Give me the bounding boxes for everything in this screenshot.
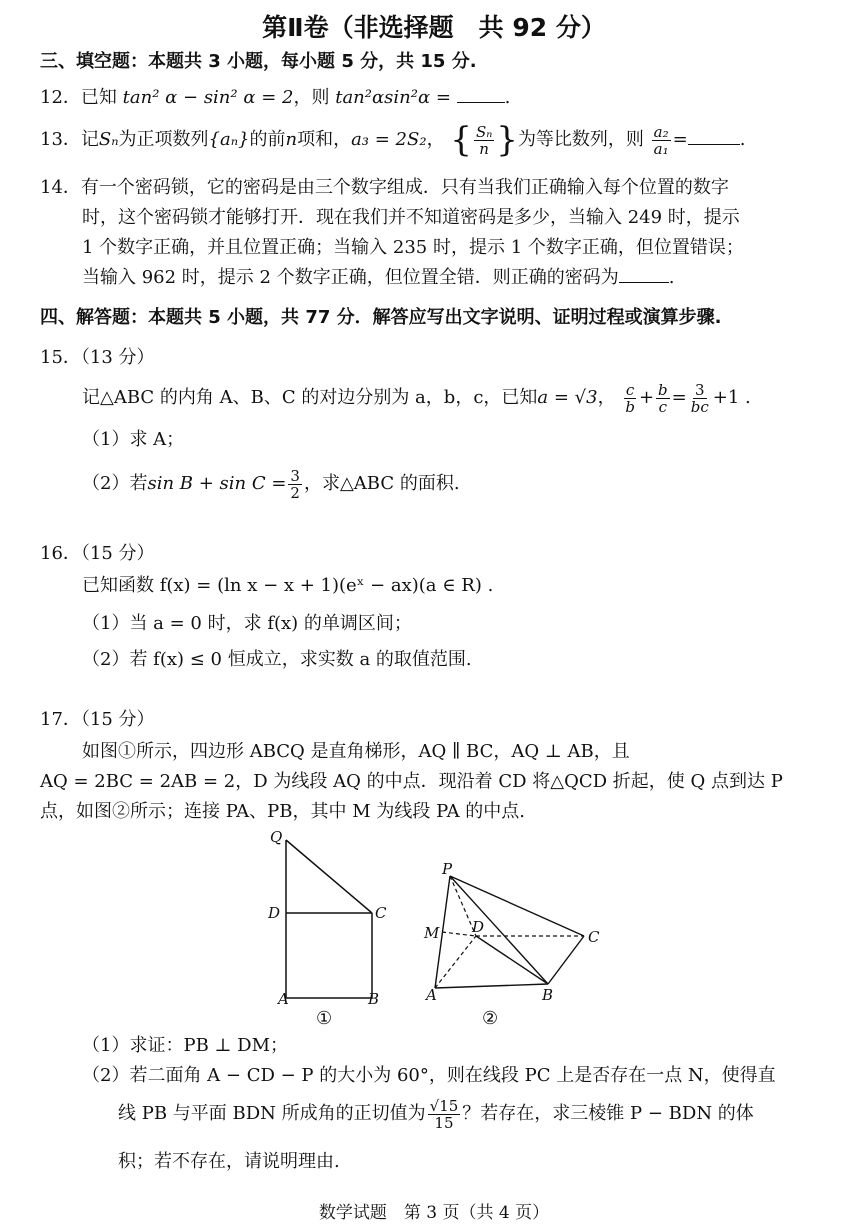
- page-title: 第Ⅱ卷（非选择题 共 92 分）: [262, 13, 606, 42]
- fig1-label-a: A: [278, 990, 289, 1008]
- fig1-label-d: D: [268, 904, 281, 922]
- figure-2-folded-solid: [420, 860, 610, 1010]
- q17-line3: 点，如图②所示；连接 PA、PB，其中 M 为线段 PA 的中点.: [40, 801, 526, 822]
- q15-part1: （1）求 A；: [82, 429, 185, 450]
- answer-blank: [457, 86, 505, 103]
- question-12: 12．已知 tan² α − sin² α = 2，则 tan²αsin²α = .: [40, 87, 511, 108]
- answer-blank: [619, 266, 669, 283]
- q17-part1: （1）求证：PB ⊥ DM；: [82, 1035, 289, 1056]
- section3-header: 三、填空题：本题共 3 小题，每小题 5 分，共 15 分.: [40, 51, 477, 72]
- fig2-label-m: M: [424, 924, 440, 942]
- q17-part2-line2: 线 PB 与平面 BDN 所成角的正切值为 $\frac{√15}{15}$ ？若存在，求三棱锥 P − BDN 的体: [118, 1096, 754, 1132]
- figure-1-caption: ①: [316, 1008, 333, 1029]
- fig1-label-b: B: [368, 990, 380, 1008]
- q14-line4: 当输入 962 时，提示 2 个数字正确，但位置全错．则正确的密码为 .: [82, 267, 675, 288]
- page-footer: 数学试题 第 3 页（共 4 页）: [318, 1203, 550, 1223]
- q16-part2: （2）若 f(x) ≤ 0 恒成立，求实数 a 的取值范围.: [82, 649, 472, 670]
- q17-line1: 如图①所示，四边形 ABCQ 是直角梯形，AQ ∥ BC，AQ ⊥ AB，且: [82, 741, 630, 762]
- fig2-label-a: A: [426, 986, 437, 1004]
- q14-line3: 1 个数字正确，并且位置正确；当输入 235 时，提示 1 个数字正确，但位置错误；: [82, 237, 744, 258]
- question-17-header: 17．（15 分）: [40, 709, 155, 730]
- question-14: 14．有一个密码锁，它的密码是由三个数字组成．只有当我们正确输入每个位置的数字: [40, 177, 729, 198]
- q15-part2: （2）若sin B + sin C = $\frac{3}{2}$ ，求△ABC 的面积.: [82, 466, 460, 502]
- fig2-label-c: C: [588, 928, 600, 946]
- q14-line2: 时，这个密码锁才能够打开．现在我们并不知道密码是多少，当输入 249 时，提示: [82, 207, 740, 228]
- q17-part2-line3: 积；若不存在，请说明理由.: [118, 1151, 340, 1172]
- fig2-label-p: P: [442, 860, 453, 878]
- q17-line2: AQ = 2BC = 2AB = 2，D 为线段 AQ 的中点．现沿着 CD 将△QCD 折起，使 Q 点到达 P: [40, 771, 783, 792]
- q15-statement: 记△ABC 的内角 A、B、C 的对边分别为 a，b，c，已知a = √3， $\frac{c}{b}$ + $\frac{b}{c}$ = $\frac{3}{bc}$ +1 .: [82, 380, 751, 416]
- q16-statement: 已知函数 f(x) = (ln x − x + 1)(eˣ − ax)(a ∈ R) .: [82, 575, 494, 596]
- fig1-label-c: C: [375, 904, 387, 922]
- question-13: 13．记Sₙ为正项数列{aₙ}的前n项和，a₃ = 2S₂， { $\frac{\text{Sₙ}}{n}$ }为等比数列，则 $\frac{\text{a₂}}{\text{a₁}}$ = .: [40, 120, 746, 160]
- q16-part1: （1）当 a = 0 时，求 f(x) 的单调区间；: [82, 613, 412, 634]
- figure-1-trapezoid: [262, 828, 402, 1012]
- answer-blank: [688, 128, 740, 145]
- fig1-label-q: Q: [270, 828, 283, 846]
- question-16-header: 16．（15 分）: [40, 543, 155, 564]
- section4-header: 四、解答题：本题共 5 小题，共 77 分．解答应写出文字说明、证明过程或演算步骤.: [40, 307, 722, 328]
- figure-2-caption: ②: [482, 1008, 499, 1029]
- fig2-label-b: B: [542, 986, 554, 1004]
- q17-part2-line1: （2）若二面角 A − CD − P 的大小为 60°，则在线段 PC 上是否存在一点 N，使得直: [82, 1065, 776, 1086]
- question-15-header: 15．（13 分）: [40, 347, 155, 368]
- fig2-label-d: D: [472, 918, 485, 936]
